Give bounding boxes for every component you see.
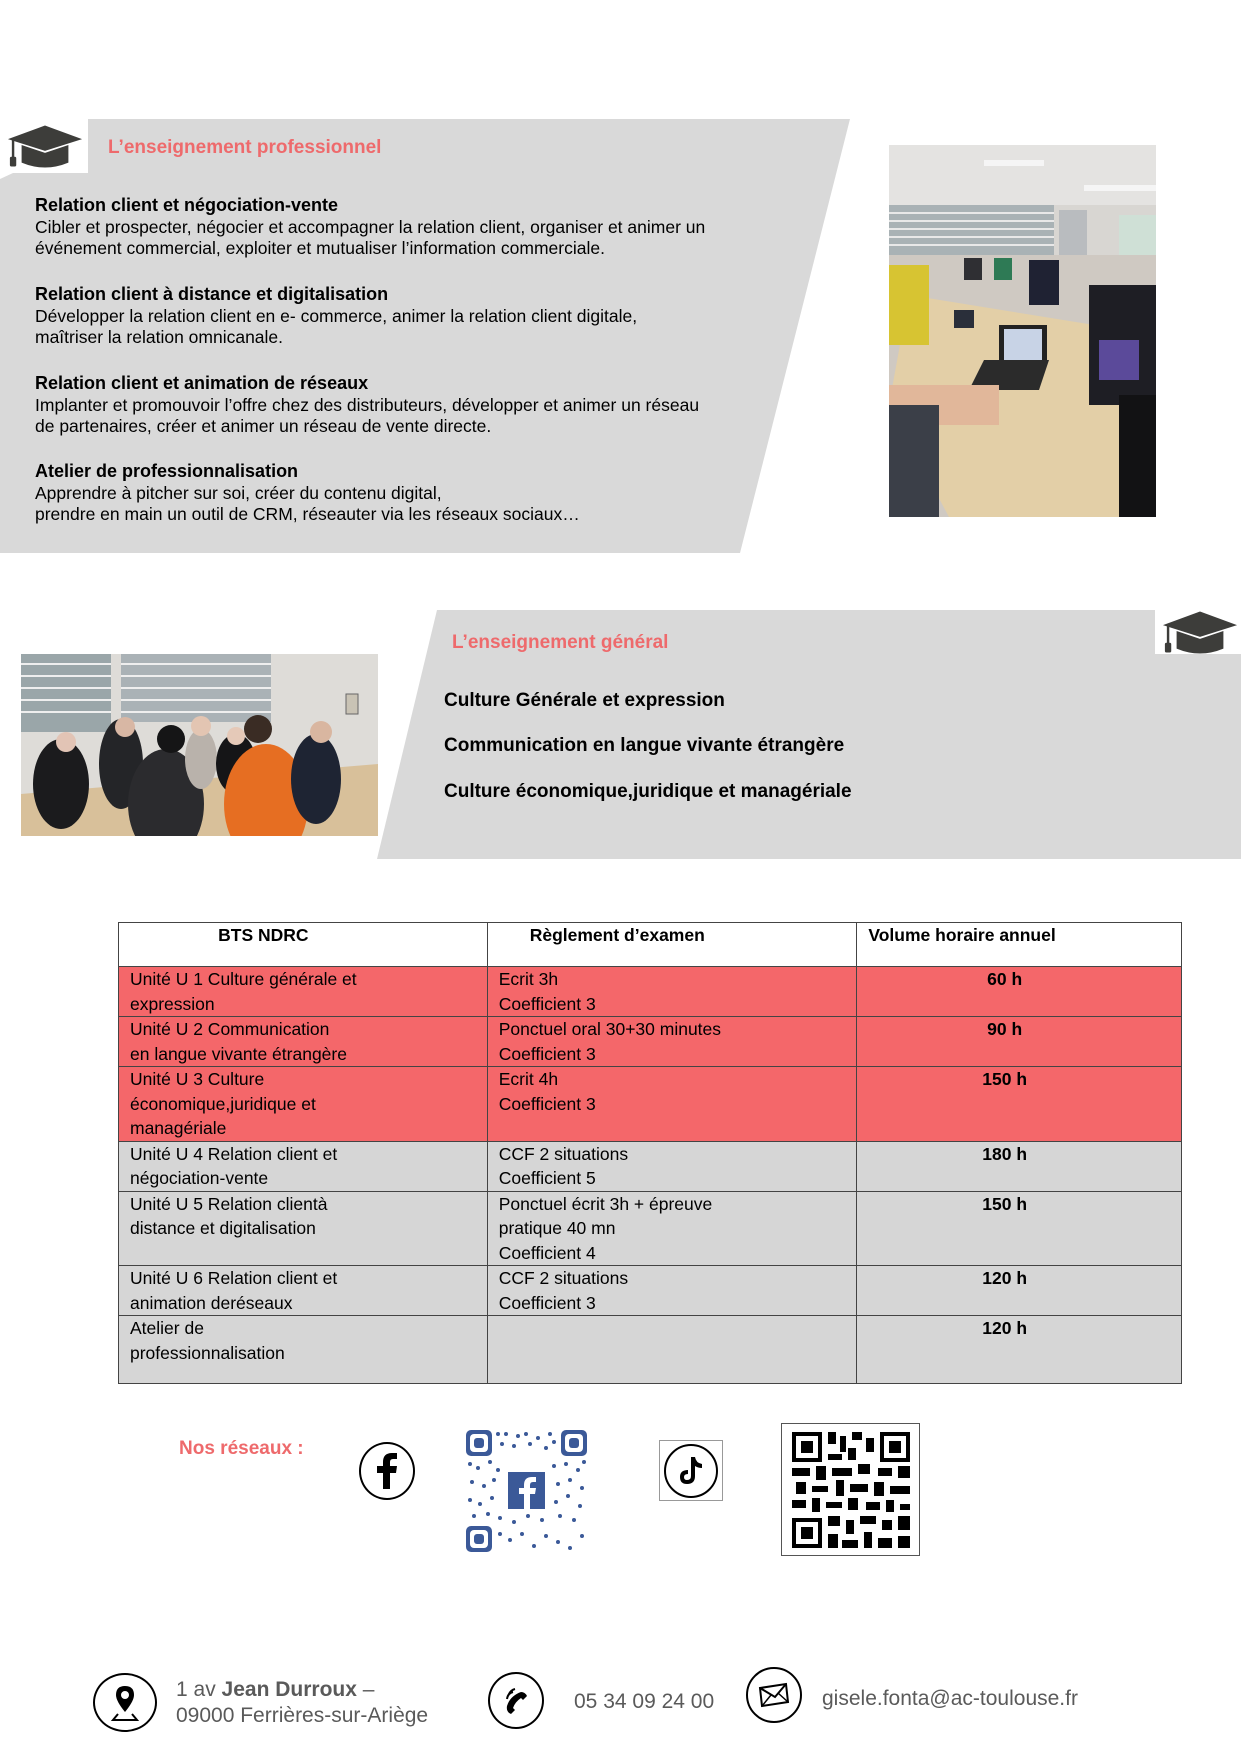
volume-cell: 150 h xyxy=(857,1067,1182,1142)
exam-cell xyxy=(487,1316,857,1384)
block-title: Relation client à distance et digitalisation xyxy=(35,284,389,304)
table-row xyxy=(119,1316,1182,1384)
phone-icon xyxy=(488,1672,544,1729)
volume-cell: 120 h xyxy=(857,1266,1182,1316)
facebook-icon xyxy=(375,1453,399,1489)
professional-section-title: L’enseignement professionnel xyxy=(108,137,382,158)
table-row xyxy=(119,1191,1182,1266)
tiktok-link[interactable] xyxy=(659,1440,723,1501)
general-item: Communication en langue vivante étrangère xyxy=(444,735,845,756)
exam-cell: Ponctuel écrit 3h + épreuve pratique 40 mn Coefficient 4 xyxy=(487,1191,857,1266)
exam-cell: CCF 2 situations Coefficient 3 xyxy=(487,1266,857,1316)
phone-number[interactable]: 05 34 09 24 00 xyxy=(574,1690,715,1713)
graduation-cap-icon xyxy=(1161,607,1239,657)
block-title: Relation client et animation de réseaux xyxy=(35,373,369,393)
header-cell: Règlement d’examen xyxy=(487,923,857,967)
unit-cell: Atelier de professionnalisation xyxy=(119,1316,488,1384)
exam-cell: Ecrit 4h Coefficient 3 xyxy=(487,1067,857,1142)
unit-cell: Unité U 4 Relation client et négociation-vente xyxy=(119,1141,488,1191)
address-line-1: 1 av Jean Durroux – xyxy=(176,1678,375,1701)
tiktok-qr-code[interactable] xyxy=(781,1423,920,1556)
tiktok-icon-circle xyxy=(664,1444,718,1498)
exam-cell: Ecrit 3h Coefficient 3 xyxy=(487,967,857,1017)
block-line: Développer la relation client en e- commerce, animer la relation client digitale, xyxy=(35,305,638,326)
exam-table xyxy=(118,922,1182,1384)
professional-block xyxy=(35,461,775,526)
facebook-link[interactable] xyxy=(359,1442,415,1500)
professional-icon-box xyxy=(0,119,88,173)
table-header-row xyxy=(119,923,1182,967)
general-item: Culture Générale et expression xyxy=(444,690,725,711)
exam-cell: Ponctuel oral 30+30 minutes Coefficient 3 xyxy=(487,1017,857,1067)
unit-cell: Unité U 5 Relation clientà distance et digitalisation xyxy=(119,1191,488,1266)
table-row xyxy=(119,1141,1182,1191)
volume-cell: 90 h xyxy=(857,1017,1182,1067)
general-item: Culture économique,juridique et managériale xyxy=(444,781,852,802)
block-line: maîtriser la relation omnicanale. xyxy=(35,327,284,347)
header-cell: BTS NDRC xyxy=(119,923,488,967)
block-title: Relation client et négociation-vente xyxy=(35,195,339,215)
social-label: Nos réseaux : xyxy=(179,1438,304,1459)
header-cell: Volume horaire annuel xyxy=(857,923,1182,967)
classroom-photo xyxy=(889,145,1156,517)
address-line-2: 09000 Ferrières-sur-Ariège xyxy=(176,1704,429,1727)
volume-cell: 180 h xyxy=(857,1141,1182,1191)
unit-cell: Unité U 1 Culture générale et expression xyxy=(119,967,488,1017)
volume-cell: 60 h xyxy=(857,967,1182,1017)
block-title: Atelier de professionnalisation xyxy=(35,461,299,481)
email-link[interactable]: gisele.fonta@ac-toulouse.fr xyxy=(822,1687,1078,1710)
table-row xyxy=(119,967,1182,1017)
professional-block xyxy=(35,284,775,349)
facebook-qr-code[interactable] xyxy=(466,1430,587,1552)
volume-cell: 150 h xyxy=(857,1191,1182,1266)
general-icon-box xyxy=(1155,610,1241,654)
location-icon xyxy=(93,1673,157,1732)
address xyxy=(176,1677,428,1729)
block-line: prendre en main un outil de CRM, réseauter via les réseaux sociaux… xyxy=(35,504,580,524)
table-row xyxy=(119,1017,1182,1067)
table-row xyxy=(119,1067,1182,1142)
unit-cell: Unité U 6 Relation client et animation deréseaux xyxy=(119,1266,488,1316)
block-line: de partenaires, créer et animer un réseau de vente directe. xyxy=(35,416,492,436)
block-line: Apprendre à pitcher sur soi, créer du contenu digital, xyxy=(35,482,442,503)
mail-icon xyxy=(746,1667,802,1723)
group-meeting-photo xyxy=(21,654,378,836)
professional-block xyxy=(35,195,775,260)
block-line: Implanter et promouvoir l’offre chez des distributeurs, développer et animer un réseau xyxy=(35,394,700,415)
unit-cell: Unité U 2 Communication en langue vivante étrangère xyxy=(119,1017,488,1067)
exam-cell: CCF 2 situations Coefficient 5 xyxy=(487,1141,857,1191)
tiktok-icon xyxy=(679,1457,703,1485)
unit-cell: Unité U 3 Culture économique,juridique et managériale xyxy=(119,1067,488,1142)
block-line: événement commercial, exploiter et mutualiser l’information commerciale. xyxy=(35,238,605,258)
block-line: Cibler et prospecter, négocier et accompagner la relation client, organiser et animer un xyxy=(35,216,706,237)
general-section-title: L’enseignement général xyxy=(452,632,669,653)
professional-block xyxy=(35,373,775,438)
graduation-cap-icon xyxy=(6,121,84,171)
volume-cell: 120 h xyxy=(857,1316,1182,1384)
table-row xyxy=(119,1266,1182,1316)
